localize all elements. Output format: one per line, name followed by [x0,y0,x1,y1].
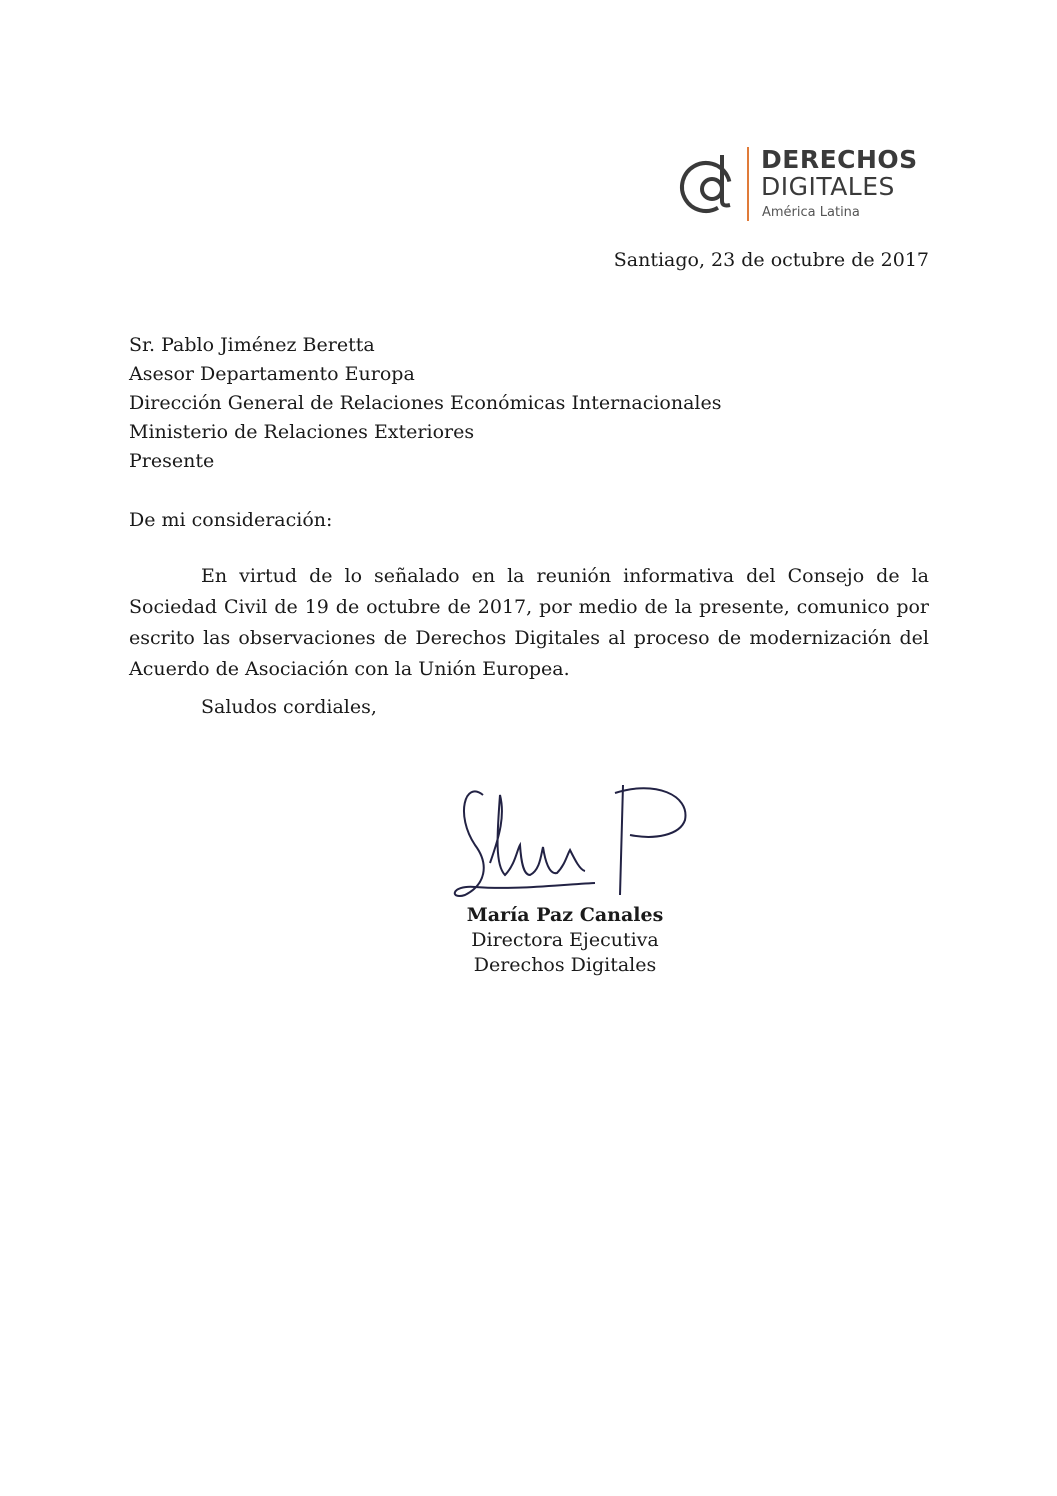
recipient-position: Asesor Departamento Europa [129,363,415,385]
body-paragraph: En virtud de lo señalado en la reunión informativa del Consejo de la Sociedad Civil de 19 de octubre de 2017, por medio de la presente, comunico por escrito las observaciones de Derechos Digitales al proceso de modernización del Acuerdo de Asociación con la Unión Europea. [129,565,929,680]
recipient-block [129,331,722,476]
signatory-organization: Derechos Digitales [473,954,657,976]
salutation: De mi consideración: [129,509,333,531]
logo-divider [747,147,749,221]
closing-line: Saludos cordiales, [201,696,377,718]
recipient-ministry: Ministerio de Relaciones Exteriores [129,421,475,443]
at-sign-icon [676,143,746,227]
date-line: Santiago, 23 de octubre de 2017 [613,249,929,271]
signatory-name: María Paz Canales [466,904,664,926]
logo-text-digitales: DIGITALES [761,172,895,201]
logo-text-derechos: DERECHOS [761,145,918,174]
letterhead-logo [676,143,916,227]
recipient-name: Sr. Pablo Jiménez Beretta [129,334,375,356]
recipient-division: Dirección General de Relaciones Económicas Internacionales [129,392,722,414]
logo-text-region: América Latina [762,205,860,220]
signature-block [440,903,690,978]
recipient-presente: Presente [129,450,215,472]
signatory-title: Directora Ejecutiva [471,929,659,951]
handwritten-signature [445,775,695,905]
